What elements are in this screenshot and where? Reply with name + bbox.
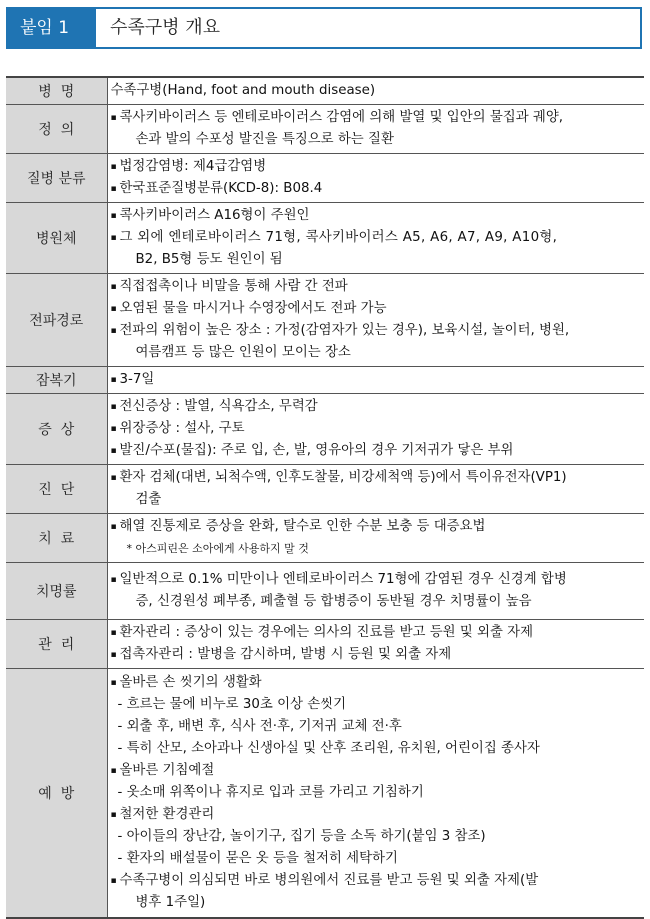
label-classification: 질병 분류: [6, 154, 107, 203]
label-name: 병 명: [6, 77, 107, 105]
list-item: ▪ 직접접촉이나 비말을 통해 사람 간 전파: [111, 276, 642, 298]
row-classification: [6, 154, 644, 203]
value-definition: [107, 105, 644, 154]
sub-item: - 흐르는 물에 비누로 30초 이상 손씻기: [117, 696, 347, 712]
row-diagnosis: [6, 465, 644, 514]
label-pathogen: 병원체: [6, 203, 107, 274]
row-incubation: [6, 367, 644, 394]
value-symptoms: [107, 394, 644, 465]
list-item-cont: 손과 발의 수포성 발진을 특징으로 하는 질환: [135, 132, 394, 147]
sub-item: - 환자의 배설물이 묻은 옷 등을 철저히 세탁하기: [117, 850, 398, 866]
list-item: ▪ 철저한 환경관리: [111, 804, 642, 826]
overview-table: [6, 76, 644, 919]
value-transmission: [107, 274, 644, 367]
list-item-cont: 병후 1주일): [135, 894, 206, 910]
sub-item: - 옷소매 위쪽이나 휴지로 입과 코를 가리고 기침하기: [117, 784, 424, 800]
list-item: ▪ 환자 검체(대변, 뇌척수액, 인후도찰물, 비강세척액 등)에서 특이유전자(VP1): [111, 467, 642, 489]
row-treatment: [6, 514, 644, 563]
label-symptoms: 증 상: [6, 394, 107, 465]
label-transmission: 전파경로: [6, 274, 107, 367]
value-treatment: [107, 514, 644, 563]
value-classification: [107, 154, 644, 203]
value-diagnosis: [107, 465, 644, 514]
attachment-header: [6, 7, 642, 49]
list-item: ▪ 법정감염병: 제4급감염병: [111, 156, 642, 178]
list-item: ▪ 콕사키바이러스 A16형이 주원인: [111, 205, 642, 227]
list-item: ▪ 위장증상 : 설사, 구토: [111, 418, 642, 440]
list-item: ▪ 접촉자관리 : 발병을 감시하며, 발병 시 등원 및 외출 자제: [111, 644, 642, 666]
list-item-cont: 검출: [135, 492, 162, 507]
label-treatment: 치 료: [6, 514, 107, 563]
row-prevention: [6, 669, 644, 918]
row-symptoms: [6, 394, 644, 465]
list-item: ▪ 일반적으로 0.1% 미만이나 엔테로바이러스 71형에 감염된 경우 신경계 합병: [111, 569, 642, 591]
row-fatality: [6, 563, 644, 620]
list-item: ▪ 발진/수포(물집): 주로 입, 손, 발, 영유아의 경우 기저귀가 닿은 부위: [111, 440, 642, 462]
list-item-cont: 여름캠프 등 많은 인원이 모이는 장소: [135, 345, 351, 360]
list-item: ▪ 콕사키바이러스 등 엔테로바이러스 감염에 의해 발열 및 입안의 물집과 궤양,: [111, 107, 642, 129]
list-item: ▪ 전신증상 : 발열, 식욕감소, 무력감: [111, 396, 642, 418]
value-incubation: [107, 367, 644, 394]
list-item: ▪ 환자관리 : 증상이 있는 경우에는 의사의 진료를 받고 등원 및 외출 자제: [111, 622, 642, 644]
sub-item: - 아이들의 장난감, 놀이기구, 집기 등을 소독 하기(붙임 3 참조): [117, 828, 486, 844]
label-fatality: 치명률: [6, 563, 107, 620]
list-item: ▪ 올바른 기침예절: [111, 760, 642, 782]
row-management: [6, 620, 644, 669]
label-definition: 정 의: [6, 105, 107, 154]
list-item-cont: B2, B5형 등도 원인이 됨: [135, 252, 283, 267]
value-fatality: [107, 563, 644, 620]
row-name: [6, 77, 644, 105]
sub-item: - 특히 산모, 소아과나 신생아실 및 산후 조리원, 유치원, 어린이집 종사자: [117, 740, 540, 756]
list-item: ▪ 오염된 물을 마시거나 수영장에서도 전파 가능: [111, 298, 642, 320]
row-pathogen: [6, 203, 644, 274]
sub-item: - 외출 후, 배변 후, 식사 전·후, 기저귀 교체 전·후: [117, 718, 402, 734]
attachment-tag: 붙임 1: [8, 9, 96, 47]
label-incubation: 잠복기: [6, 367, 107, 394]
list-item: ▪ 한국표준질병분류(KCD-8): B08.4: [111, 178, 642, 200]
list-item: ▪ 그 외에 엔테로바이러스 71형, 콕사키바이러스 A5, A6, A7, A9, A10형,: [111, 227, 642, 249]
list-item: ▪ 올바른 손 씻기의 생활화: [111, 672, 642, 694]
value-prevention: [107, 669, 644, 918]
list-item-cont: 증, 신경원성 폐부종, 폐출혈 등 합병증이 동반될 경우 치명률이 높음: [135, 594, 532, 609]
list-item: ▪ 해열 진통제로 증상을 완화, 탈수로 인한 수분 보충 등 대증요법: [111, 516, 642, 538]
value-pathogen: [107, 203, 644, 274]
list-item: ▪ 3-7일: [111, 369, 642, 391]
row-transmission: [6, 274, 644, 367]
label-management: 관 리: [6, 620, 107, 669]
page-title: 수족구병 개요: [110, 17, 221, 38]
value-management: [107, 620, 644, 669]
row-definition: [6, 105, 644, 154]
label-prevention: 예 방: [6, 669, 107, 918]
label-diagnosis: 진 단: [6, 465, 107, 514]
list-item: ▪ 수족구병이 의심되면 바로 병의원에서 진료를 받고 등원 및 외출 자제(발: [111, 870, 642, 892]
list-item: ▪ 전파의 위험이 높은 장소 : 가정(감염자가 있는 경우), 보육시설, 놀이터, 병원,: [111, 320, 642, 342]
value-name: 수족구병(Hand, foot and mouth disease): [107, 77, 644, 105]
treatment-note: * 아스피린은 소아에게 사용하지 말 것: [126, 542, 309, 555]
